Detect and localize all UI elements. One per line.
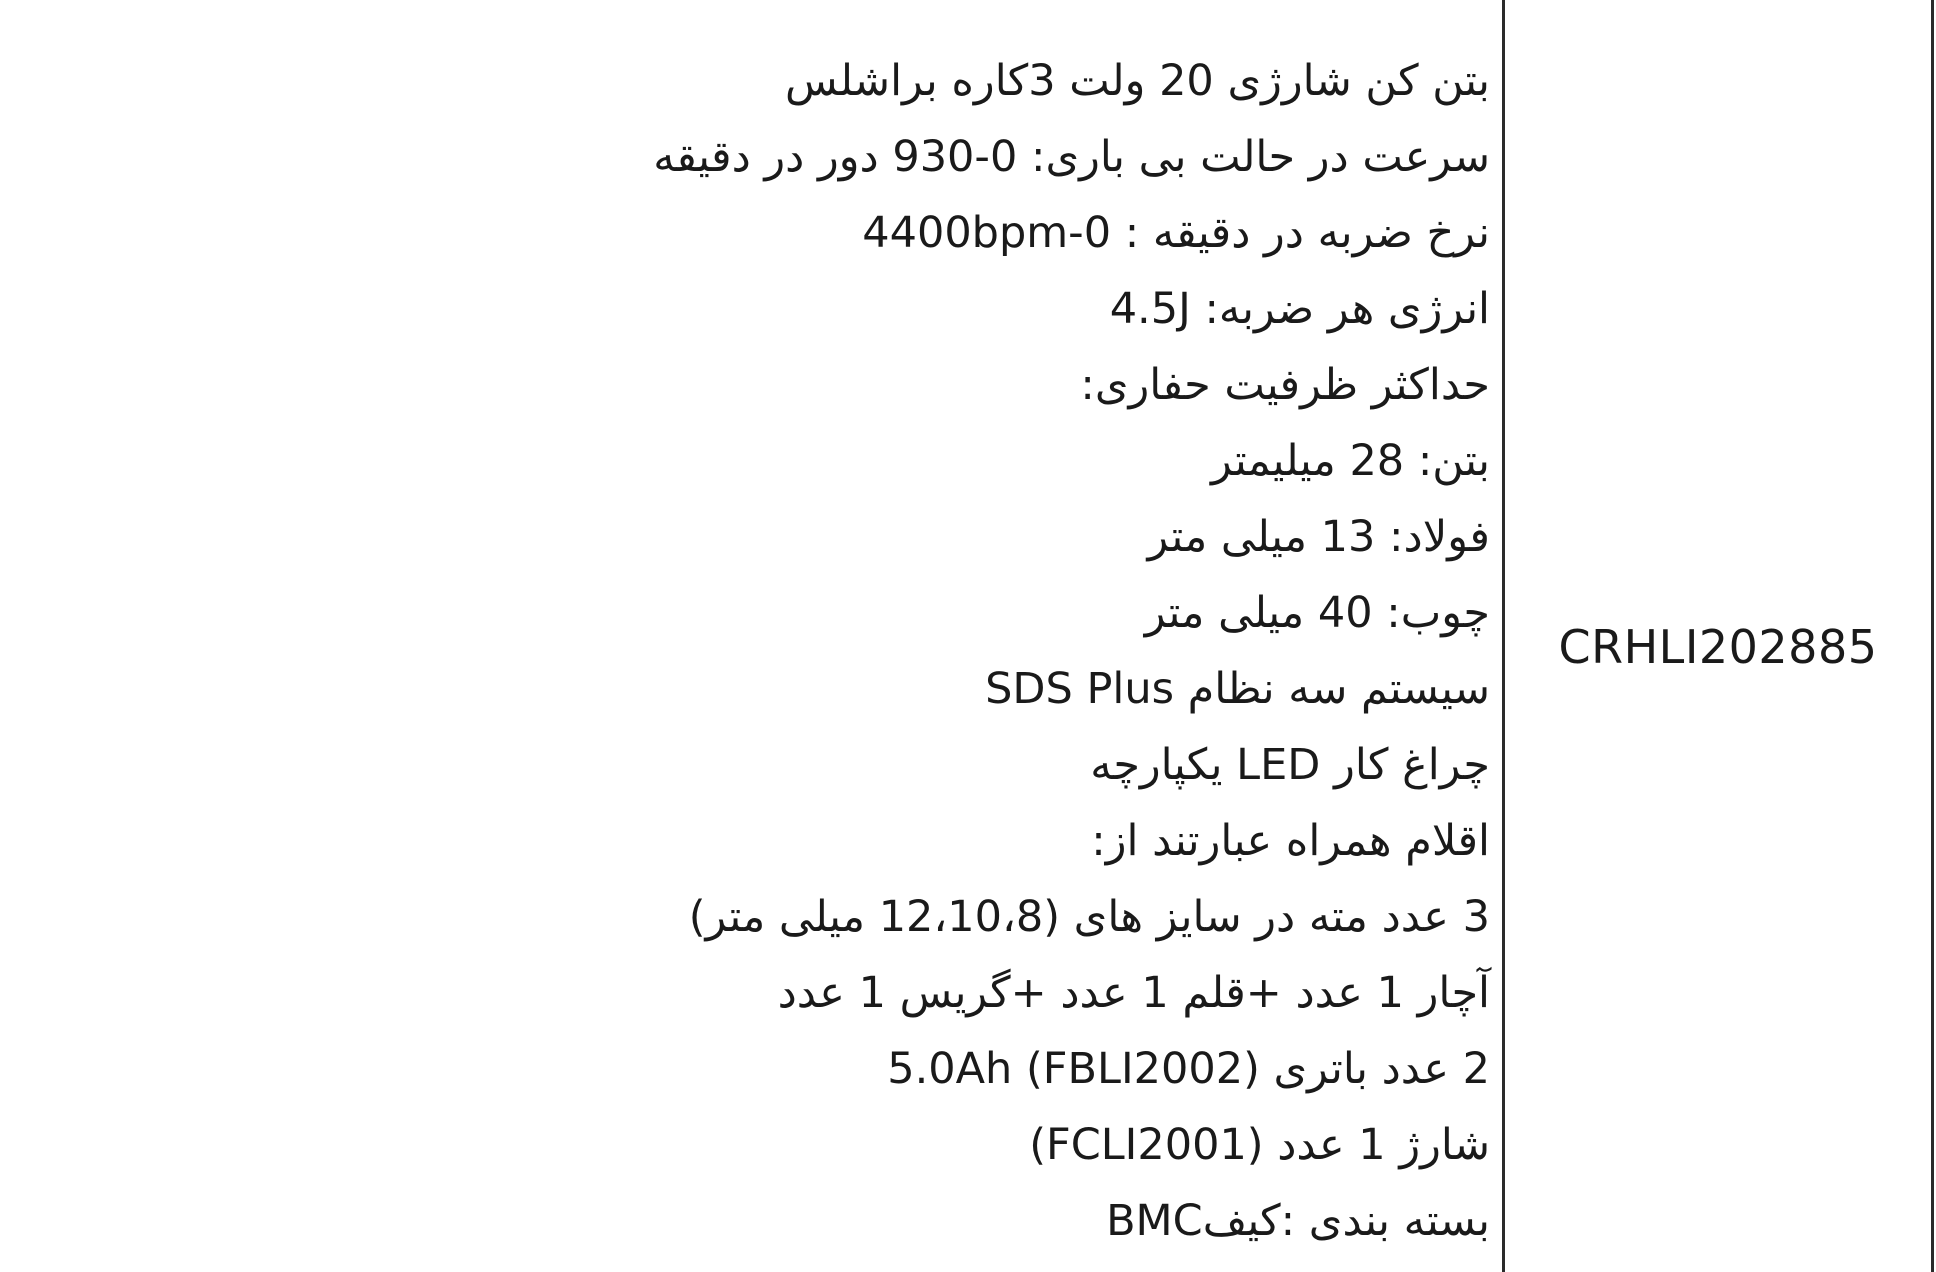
spec-line-batteries: 2 عدد باتری (FBLI2002) 5.0Ah [887, 1044, 1490, 1094]
spec-line-accessories: آچار 1 عدد +قلم 1 عدد +گریس 1 عدد [777, 968, 1490, 1018]
spec-line-impact-rate: نرخ ضربه در دقیقه : 0-4400bpm [862, 208, 1490, 258]
spec-line-max-drilling-capacity: حداکثر ظرفیت حفاری: [1080, 360, 1490, 410]
spec-line-no-load-speed: سرعت در حالت بی باری: 0-930 دور در دقیقه [653, 132, 1490, 182]
spec-line-packaging: بسته بندی :کیفBMC [1106, 1196, 1490, 1246]
spec-line-impact-energy: انرژی هر ضربه: 4.5J [1109, 284, 1490, 334]
spec-line-wood: چوب: 40 میلی متر [1144, 588, 1490, 638]
spec-line-led-light: چراغ کار LED یکپارچه [1090, 740, 1490, 790]
spec-line-steel: فولاد: 13 میلی متر [1147, 512, 1490, 562]
product-code: CRHLI202885 [1558, 620, 1878, 674]
spec-line-chuck-system: سیستم سه نظام SDS Plus [985, 664, 1490, 714]
product-code-cell [1505, 0, 1931, 1272]
table-border-right [1931, 0, 1934, 1272]
spec-line-drill-bits: 3 عدد مته در سایز های (12،10،8 میلی متر) [688, 892, 1490, 942]
specifications-list [653, 52, 1490, 1268]
spec-line-included-items: اقلام همراه عبارتند از: [1091, 816, 1490, 866]
spec-line-concrete: بتن: 28 میلیمتر [1210, 436, 1490, 486]
spec-line-title: بتن کن شارژی 20 ولت 3کاره براشلس [785, 56, 1490, 106]
spec-line-charger: شارژ 1 عدد (FCLI2001) [1029, 1120, 1490, 1170]
